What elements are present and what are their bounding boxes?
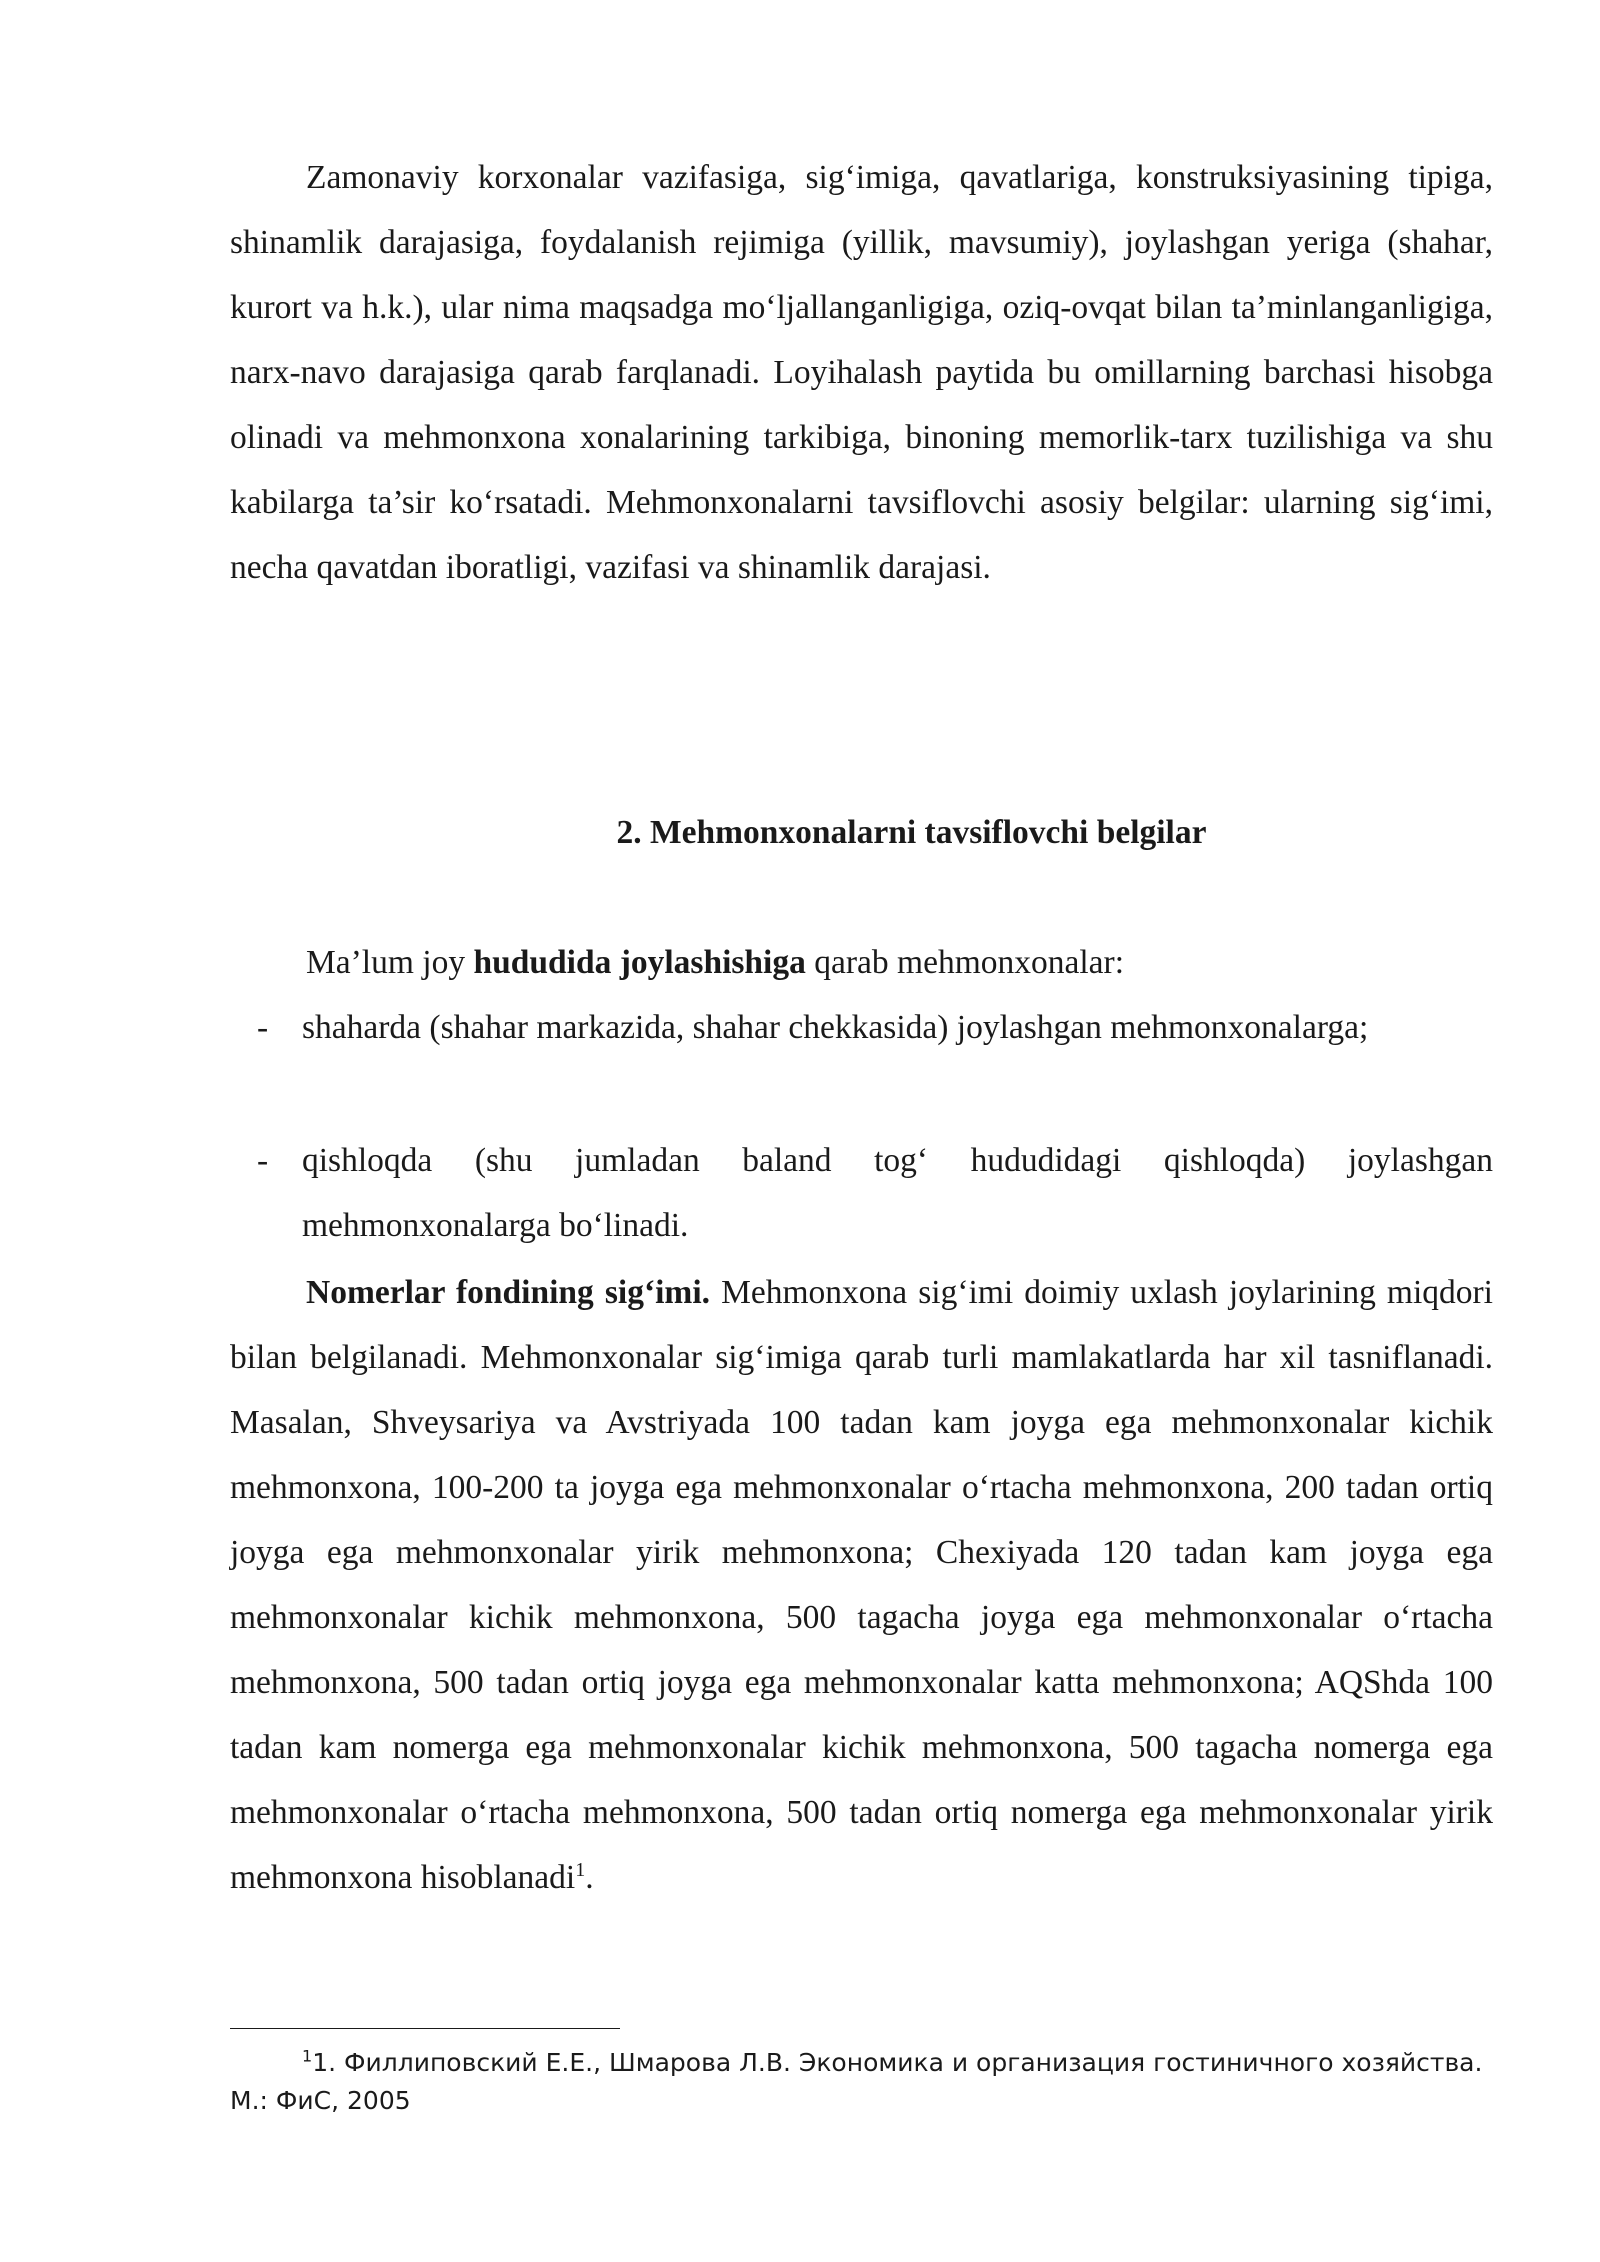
list-dash-marker: -	[257, 1009, 269, 1046]
footnote-marker: 1	[302, 2046, 313, 2066]
list-item-text: qishloqda (shu jumladan baland tog‘ hududidagi qishloqda) joylashgan mehmonxonalarga bo‘linadi.	[302, 1142, 1493, 1244]
footnote-text: 1. Филлиповский Е.Е., Шмарова Л.В. Экономика и организация гостиничного хозяйства. М.: ФиС, 2005	[230, 2048, 1483, 2115]
paragraph-end: .	[585, 1859, 594, 1896]
footnote-divider	[230, 2028, 620, 2029]
intro-text-after: qarab mehmonxonalar:	[805, 944, 1125, 981]
intro-bold-term: hududida joylashishiga	[473, 944, 806, 981]
section-heading: 2. Mehmonxonalarni tavsiflovchi belgilar	[616, 814, 1207, 851]
list-item	[230, 1128, 1493, 1258]
body-paragraph-1: Zamonaviy korxonalar vazifasiga, sig‘imiga, qavatlariga, konstruksiyasining tipiga, shinamlik darajasiga, foydalanish rejimiga (yillik, mavsumiy), joylashgan yeriga (shahar, kurort va h.k.), ular nima maqsadga mo‘ljallanganligiga, oziq-ovqat bilan ta’minlanganligiga, narx-navo darajasiga qarab farqlanadi. Loyihalash paytida bu omillarning barchasi hisobga olinadi va mehmonxona xonalarining tarkibiga, binoning memorlik-tarx tuzilishiga va shu kabilarga ta’sir ko‘rsatadi. Mehmonxonalarni tavsiflovchi asosiy belgilar: ularning sig‘imi, necha qavatdan iboratligi, vazifasi va shinamlik darajasi.	[230, 159, 1493, 586]
footnote-reference[interactable]: 1	[575, 1858, 586, 1881]
list	[230, 995, 1493, 1060]
intro-paragraph	[230, 930, 1493, 995]
list-item-text: shaharda (shahar markazida, shahar chekkasida) joylashgan mehmonxonalarga;	[302, 1009, 1369, 1046]
body-paragraph-3	[230, 1260, 1493, 1910]
list-item	[230, 995, 1493, 1060]
paragraph-bold-lead: Nomerlar fondining sig‘imi.	[306, 1274, 711, 1311]
list-dash-marker: -	[257, 1142, 269, 1179]
list	[230, 1128, 1493, 1258]
intro-text-before: Ma’lum joy	[306, 944, 474, 981]
footnote	[230, 2044, 1493, 2120]
paragraph-text: Mehmonxona sig‘imi doimiy uxlash joylarining miqdori bilan belgilanadi. Mehmonxonalar sig‘imiga qarab turli mamlakatlarda har xil tasniflanadi. Masalan, Shveysariya va Avstriyada 100 tadan kam joyga ega mehmonxonalar kichik mehmonxona, 100-200 ta joyga ega mehmonxonalar o‘rtacha mehmonxona, 200 tadan ortiq joyga ega mehmonxonalar yirik mehmonxona; Chexiyada 120 tadan kam joyga ega mehmonxonalar kichik mehmonxona, 500 tagacha joyga ega mehmonxonalar o‘rtacha mehmonxona, 500 tadan ortiq joyga ega mehmonxonalar katta mehmonxona; AQShda 100 tadan kam nomerga ega mehmonxonalar kichik mehmonxona, 500 tagacha nomerga ega mehmonxonalar o‘rtacha mehmonxona, 500 tadan ortiq nomerga ega mehmonxonalar yirik mehmonxona hisoblanadi	[230, 1274, 1493, 1896]
